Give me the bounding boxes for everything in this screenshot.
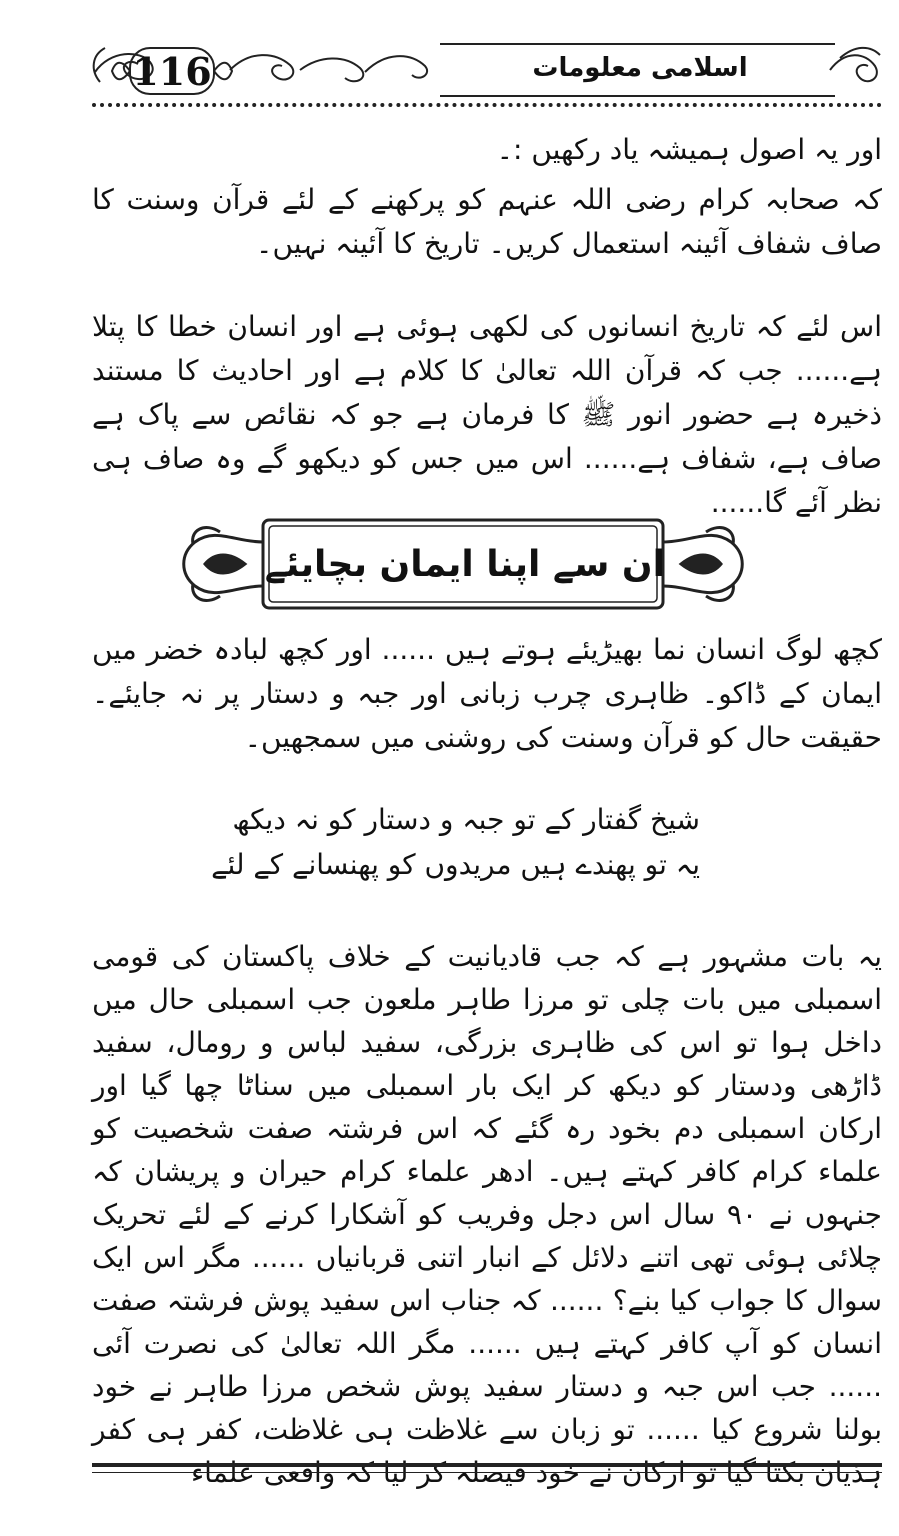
section-heading: ان سے اپنا ایمان بچایئے [264, 544, 665, 585]
footer-rule-thin [92, 1472, 882, 1473]
intro-text: اور یہ اصول ہمیشہ یاد رکھیں :۔ [496, 133, 882, 166]
intro-line [92, 128, 882, 172]
paragraph-wolves-intro [92, 628, 882, 760]
paragraph-text: اس لئے کہ تاریخ انسانوں کی لکھی ہوئی ہے اور انسان خطا کا پتلا ہے...... جب کہ قرآن اللہ تعالیٰ کا کلام ہے اور احادیث کا مستند ذخیرہ ہے حضور انور ﷺ کا فرمان ہے جو کہ نقائص سے پاک ہے صاف ہے، شفاف ہے...... اس میں جس کو دیکھو گے وہ صاف ہی نظر آئے گا...... [92, 310, 882, 519]
paragraph-assembly-story [92, 935, 882, 1494]
paragraph-text: کہ صحابہ کرام رضی اللہ عنہم کو پرکھنے کے لئے قرآن وسنت کا صاف شفاف آئینہ استعمال کریں۔ تاریخ کا آئینہ نہیں۔ [92, 183, 882, 260]
paragraph-text: کچھ لوگ انسان نما بھیڑیئے ہوتے ہیں ...... اور کچھ لبادہ خضر میں ایمان کے ڈاکو۔ ظاہری چرب زبانی اور جبہ و دستار پر نہ جایئے۔ حقیقت حال کو قرآن وسنت کی روشنی میں سمجھیں۔ [92, 633, 882, 754]
poem-line-1: شیخ گفتار کے تو جبہ و دستار کو نہ دیکھ [232, 803, 700, 836]
paragraph-text: یہ بات مشہور ہے کہ جب قادیانیت کے خلاف پاکستان کی قومی اسمبلی میں بات چلی تو مرزا طاہر ملعون جب اسمبلی حال میں داخل ہوا تو اس کی ظاہری بزرگی، سفید لباس و رومال، سفید ڈاڑھی ودستار کو دیکھ کر ایک بار اسمبلی میں سناٹا چھا گیا اور ارکان اسمبلی دم بخود رہ گئے کہ اس فرشتہ صفت شخصیت کو علماء کرام کافر کہتے ہیں۔ ادھر علماء کرام حیران و پریشان کہ جنہوں نے ۹۰ سال اس دجل وفریب کو آشکارا کرنے کے لئے تحریک چلائی ہوئی تھی اتنے دلائل کے انبار اتنی قربانیاں ...... مگر اس ایک سوال کا جواب کیا بنے؟ ...... کہ جناب اس سفید پوش فرشتہ صفت انسان کو آپ کافر کہتے ہیں ...... مگر اللہ تعالیٰ کی نصرت آئی ...... جب اس جبہ و دستار سفید پوش شخص مرزا طاہر نے خود بولنا شروع کیا ...... تو زبان سے غلاظت ہی غلاظت، کفر ہی کفر ہذیان بکتا گیا تو ارکان نے خود فیصلہ کر لیا کہ واقعی علماء [92, 940, 882, 1489]
paragraph-history-reason [92, 305, 882, 525]
header-divider [92, 103, 882, 107]
running-header-title: اسلامی معلومات [532, 53, 748, 83]
page-number: 116 [132, 49, 212, 94]
footer-rule-thick [92, 1463, 882, 1467]
page-header [0, 0, 899, 110]
paragraph-sahaba-mirror [92, 178, 882, 266]
poem-line-2: یہ تو پھندے ہیں مریدوں کو پھنسانے کے لئے [211, 848, 700, 881]
